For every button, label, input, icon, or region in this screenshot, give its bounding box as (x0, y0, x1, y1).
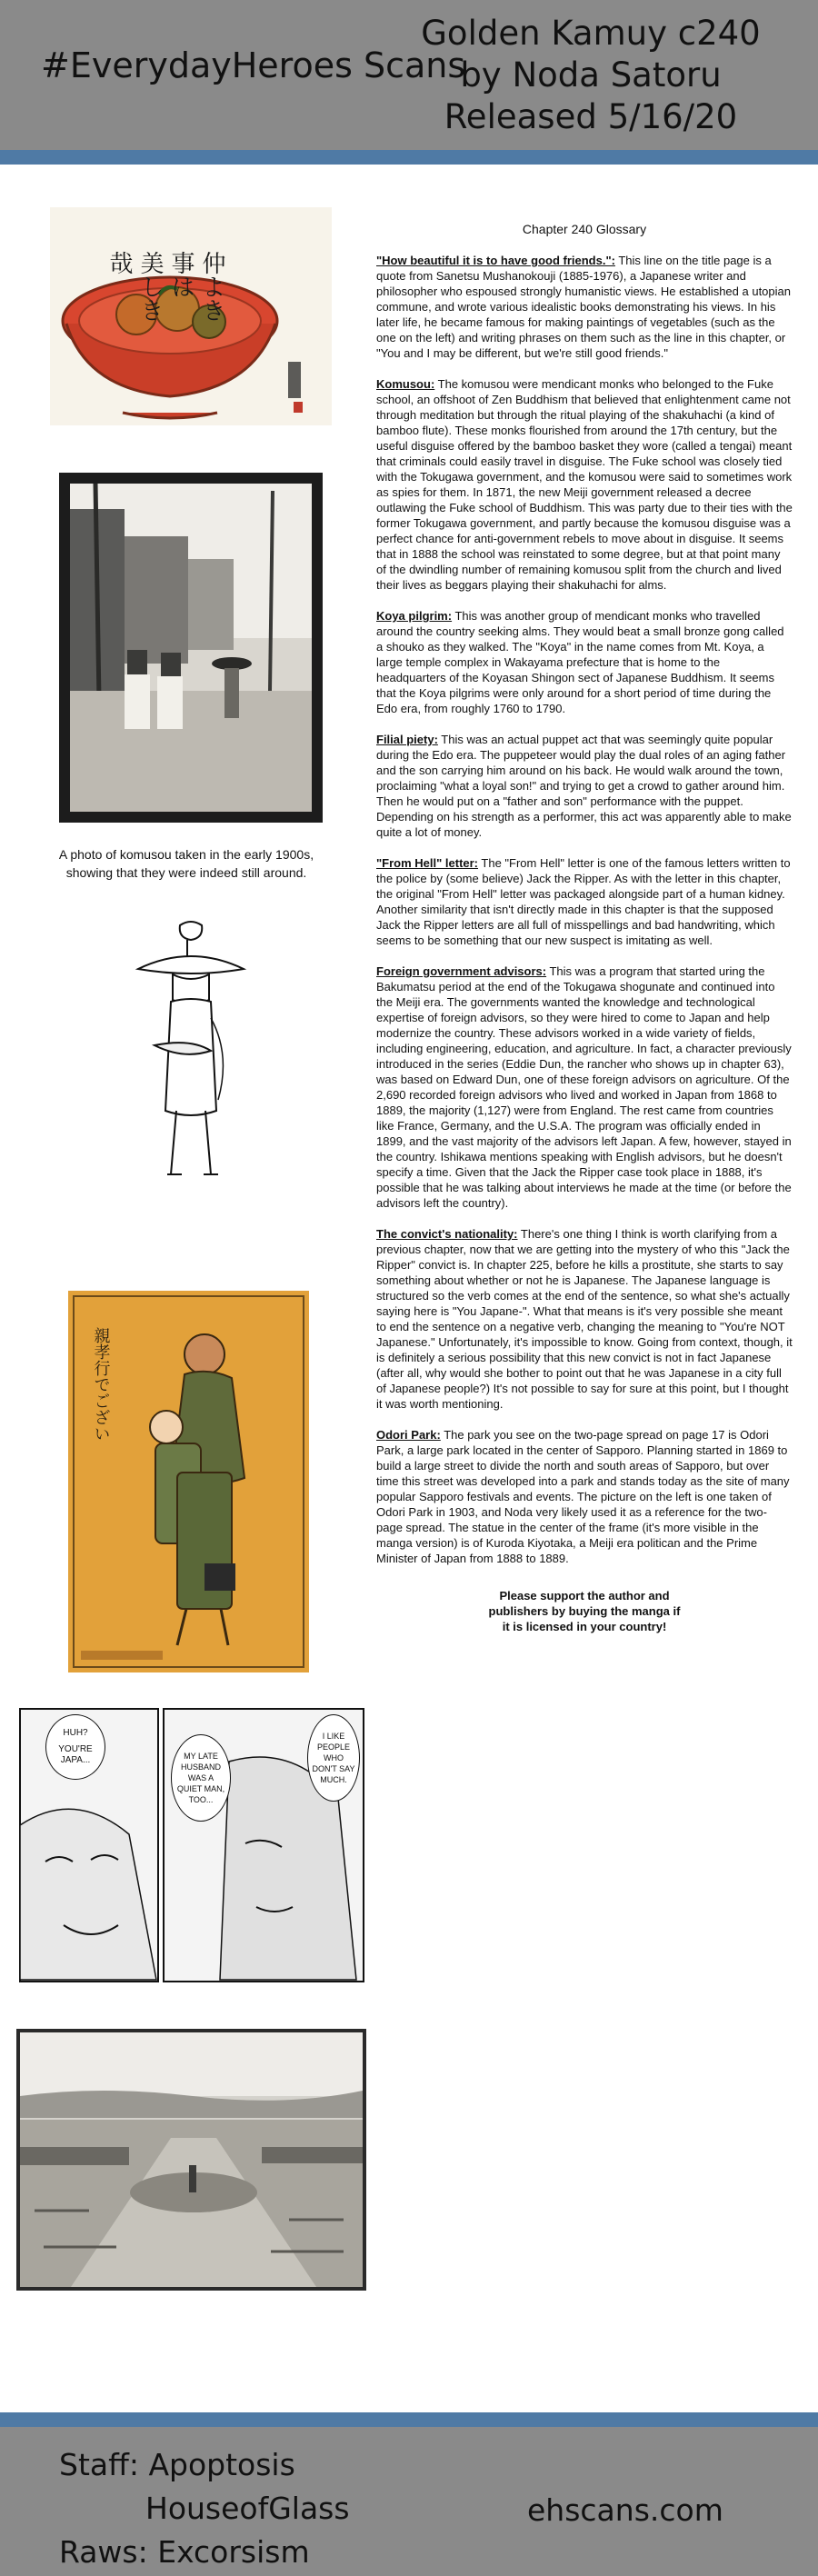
glossary-text: This was an actual puppet act that was seemingly quite popular during the Edo era. The puppeteer would play the dual roles of an aging father and the son carrying him around on his back. He would walk around the town, proclaiming "what a loyal son!" and trying to get a crowd to gather around him. Then he would put on a "father and son" performance with the puppet. Depending on his strength as a performer, this act was apparently able to make quite a lot of money. (376, 733, 792, 839)
glossary-text: This line on the title page is a quote from Sanetsu Mushanokouji (1885-1976), a Japanese writer and philosopher who espoused strongly humanistic views. He established a utopian commune, and wrote various idealistic books demonstrating his views. In his later life, he became famous for making paintings of vegetables (such as the one on the left) and writing phrases on them such as the line in this chapter, or "You and I may be different, but we're still good friends." (376, 254, 791, 360)
speech-bubble (45, 1714, 105, 1780)
header-band (0, 150, 818, 165)
glossary-entry (376, 855, 793, 948)
bowl-calligraphy-text: 仲よき (198, 251, 225, 322)
release-title-line: Golden Kamuy c240 (421, 14, 761, 53)
photo-caption-line: A photo of komusou taken in the early 1900s, (58, 847, 314, 862)
speech-bubble-text: YOU'RE JAPA... (58, 1744, 93, 1765)
glossary-term: The convict's nationality: (376, 1227, 518, 1241)
support-note-line: Please support the author and (499, 1589, 670, 1603)
group-name: #EverydayHeroes Scans (41, 45, 466, 85)
glossary-entry (376, 732, 793, 840)
glossary-text: The komusou were mendicant monks who belonged to the Fuke school, an offshoot of Zen Buddhism that believed that enlightenment came not through meditation but through the ritual playing of the shakuhachi (a kind of bamboo flute). These monks flourished from around the 17th century, but the useful disguise offered by the bamboo basket they wore (called a tengai) meant that criminals could easily travel in disguise. The Fuke school was closely tied with the Tokugawa government, and the komusou were said to sometimes work as spies for them. In 1871, the new Meiji government released a decree outlawing the Fuke school of Buddhism. This was party due to their ties with the former Tokugawa government, and partly because the komusou disguise was a perfect chance for anti-government rebels to move about in disguise. It seems that in 1888 the school was reinstated to some degree, but at that point many of the dwindling number of remaining komusou split from the church and lived their lives as beggars playing their shakuhachi for alms. (376, 377, 793, 592)
glossary-title: Chapter 240 Glossary (522, 222, 647, 236)
speech-bubble-text: MY LATE HUSBAND WAS A QUIET MAN, TOO... (176, 1752, 225, 1804)
glossary-text: There's one thing I think is worth clarifying from a previous chapter, now that we are getting into the mystery of who this "Jack the Ripper" convict is. In chapter 225, before he kills a prostitute, she starts to say something about whether or not he is Japanese. The Japanese language is structured so the verb comes at the end of the sentence, so what she's actually saying here is "You Japane-". What that means is it's very possible she meant to end the sentence on a negative verb, changing the meaning to "You're NOT Japanese." Unfortunately, it's impossible to know. Going from context, though, it is definitely a serious possibility that this new convict is not in fact Japanese (after all, why would she bother to point out that he was Japanese in a city full of Japanese people?) It's not possible to say for sure at this point, but I thought it was worth mentioning. (376, 1227, 793, 1411)
release-title-line: Released 5/16/20 (444, 97, 738, 136)
glossary-entry (376, 608, 793, 716)
manga-panels (18, 1707, 365, 1984)
komusou-photo (59, 473, 323, 823)
glossary-term: Filial piety: (376, 733, 438, 746)
glossary-text: This was a program that started uring the Bakumatsu period at the end of the Tokugawa shogunate and continued into the Meiji era. The governments wanted the knowledge and technological expertise of foreign advisors, so they were hired to come to Japan and help modernize the country. These advisors worked in a wide variety of fields, including engineering, education, and agriculture. In fact, a character previously introduced in the series (Eddie Dun, the rancher who shows up in chapter 63), was based on Edward Dun, one of these foreign advisors on agriculture. Of the 2,690 recorded foreign advisors who lived and worked in Japan from 1868 to 1889, the majority (1,127) were from England. The rest came from countries like France, Germany, and the U.S.A. The program was officially ended in 1899, and the vast majority of the advisors left Japan. A few, however, stayed in the country. Ishikawa mentions speaking with English advisors, but he doesn't specify a time. Given that the Jack the Ripper case took place in 1888, it's possible that he was talking about interviews he made at the time (or before the advisors left the country). (376, 964, 792, 1210)
support-note-line: publishers by buying the manga if (488, 1604, 681, 1618)
glossary-term: "From Hell" letter: (376, 856, 479, 870)
glossary-term: Foreign government advisors: (376, 964, 547, 978)
koya-pilgrim-sketch (127, 918, 254, 1218)
footer (0, 2427, 818, 2576)
speech-bubble (171, 1734, 231, 1822)
glossary-entry (376, 1226, 793, 1412)
glossary-entry (376, 253, 793, 361)
staff-credit: HouseofGlass (145, 2491, 350, 2526)
bowl-calligraphy-text: 美しき (136, 251, 164, 322)
speech-bubble-text: HUH? (63, 1728, 88, 1738)
speech-bubble (307, 1714, 360, 1802)
speech-bubble-text: I LIKE PEOPLE WHO DON'T SAY MUCH. (312, 1732, 355, 1784)
glossary-entry (376, 376, 793, 593)
photo-caption (18, 845, 354, 882)
bowl-calligraphy-text: 哉 (105, 251, 133, 275)
bowl-calligraphy-text: 事は (167, 251, 195, 298)
vegetable-bowl-painting (50, 207, 332, 425)
release-title-line: by Noda Satoru (460, 55, 722, 95)
glossary-entry (376, 964, 793, 1211)
support-note (376, 1588, 793, 1634)
raws-credit: Raws: Excorsism (59, 2534, 310, 2570)
filial-piety-woodblock (68, 1291, 309, 1672)
glossary-text: This was another group of mendicant monks who travelled around the country seeking alms. They would beat a small bronze gong called a shouko as they walked. The "Koya" in the name comes from Mt. Koya, a large temple complex in Wakayama prefecture that is home to the headquarters of the Koyasan Shingon sect of Japanese Buddhism. It seems that the Koya pilgrims were only around for a short period of time during the Edo era, from roughly 1760 to 1790. (376, 609, 784, 715)
glossary-term: "How beautiful it is to have good friends.": (376, 254, 615, 267)
glossary-text: The "From Hell" letter is one of the famous letters written to the police by (some believe) Jack the Ripper. As with the letter in this chapter, the original "From Hell" letter was packaged alongside part of a human kidney. Another similarity that isn't directly made in this chapter is that the supposed Jack the Ripper letters are all full of misspellings and bad handwriting, which seems to be something that our new suspect is imitating as well. (376, 856, 791, 947)
glossary-text: The park you see on the two-page spread on page 17 is Odori Park, a large park located in the center of Sapporo. Planning started in 1869 to build a large street to divide the north and south areas of Sapporo, but over time this street was developed into a park and stands today as the site of many popular Sapporo festivals and events. The picture on the left is one taken of Odori Park in 1903, and Noda very likely used it as a reference for the two-page spread. The statue in the center of the frame (it's more visible in the manga version) is of Kuroda Kiyotaka, a Meiji era politican and the Prime Minister of Japan from 1888 to 1889. (376, 1428, 790, 1565)
staff-credit: Staff: Apoptosis (59, 2447, 295, 2482)
release-title (400, 13, 782, 138)
photo-caption-line: showing that they were indeed still around. (65, 865, 307, 880)
site-link[interactable]: ehscans.com (527, 2492, 723, 2528)
glossary (376, 222, 793, 1634)
glossary-term: Odori Park: (376, 1428, 441, 1442)
footer-band (0, 2412, 818, 2427)
glossary-entry (376, 1427, 793, 1566)
odori-park-photo (16, 2029, 366, 2291)
support-note-line: it is licensed in your country! (502, 1620, 667, 1633)
header (0, 0, 818, 150)
glossary-term: Komusou: (376, 377, 435, 391)
puppet-calligraphy-text: 親孝行でござい (91, 1327, 111, 1442)
glossary-term: Koya pilgrim: (376, 609, 453, 623)
